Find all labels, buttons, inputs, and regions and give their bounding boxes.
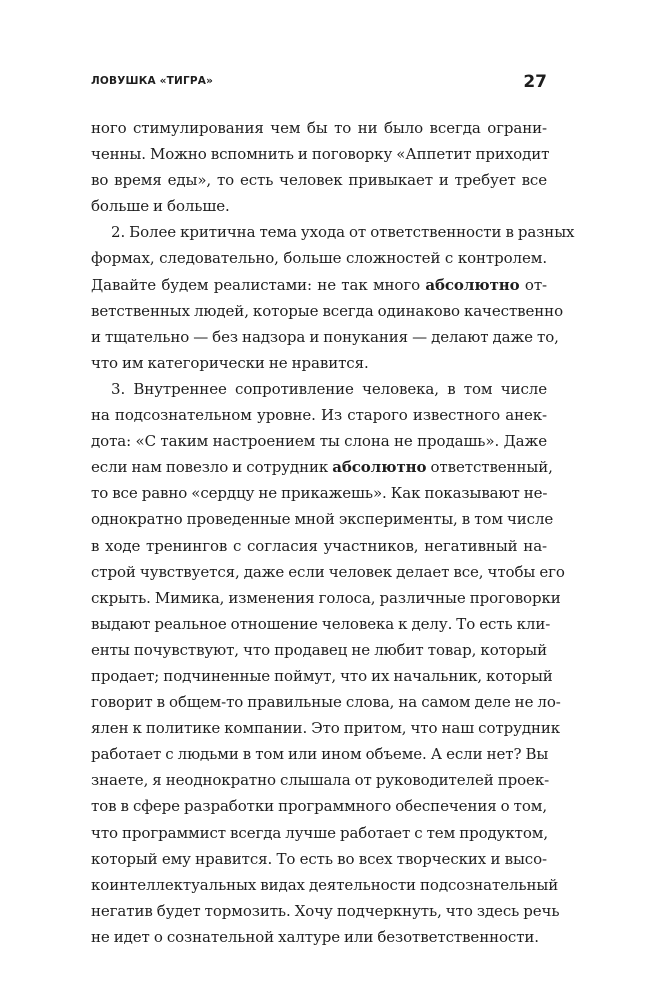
text-line bbox=[91, 324, 559, 350]
running-header bbox=[91, 72, 547, 94]
running-title: ЛОВУШКА «ТИГРА» bbox=[91, 75, 214, 87]
emphasized-word: абсолютно bbox=[332, 458, 427, 477]
text-line bbox=[91, 402, 547, 428]
text-line-content: Давайте будем реалистами: не так много bbox=[91, 275, 426, 294]
text-line bbox=[91, 846, 547, 872]
text-line bbox=[91, 219, 575, 245]
text-line bbox=[91, 376, 547, 402]
text-line-content: дота: «С таким настроением ты слона не продашь». Даже bbox=[91, 432, 547, 451]
text-line bbox=[91, 141, 550, 167]
text-line-content: енты почувствуют, что продавец не любит товар, который bbox=[91, 640, 547, 659]
text-line bbox=[91, 350, 547, 376]
text-line bbox=[91, 663, 553, 689]
text-line-content: и тщательно — без надзора и понукания — делают даже то, bbox=[91, 327, 559, 346]
text-line-content: говорит в общем-то правильные слова, на самом деле не ло- bbox=[91, 693, 561, 712]
text-line bbox=[91, 715, 561, 741]
body-text bbox=[91, 115, 575, 950]
text-line bbox=[91, 741, 547, 767]
text-line bbox=[91, 637, 547, 663]
text-line-continuation: ответственный, bbox=[426, 458, 553, 477]
text-line bbox=[91, 898, 560, 924]
text-line bbox=[91, 298, 563, 324]
text-line-content: выдают реальное отношение человека к делу. То есть кли- bbox=[91, 614, 551, 633]
text-line-content: ного стимулирования чем бы то ни было всегда ограни- bbox=[91, 119, 547, 137]
text-line bbox=[91, 428, 547, 454]
text-line bbox=[91, 480, 547, 506]
text-line-content: скрыть. Мимика, изменения голоса, различные проговорки bbox=[91, 588, 561, 607]
text-line bbox=[91, 272, 547, 298]
text-line-content: ченны. Можно вспомнить и поговорку «Аппетит приходит bbox=[91, 145, 550, 164]
text-line-content: если нам повезло и сотрудник bbox=[91, 458, 333, 477]
text-line-content: тов в сфере разработки программного обеспечения о том, bbox=[91, 797, 548, 816]
text-line-content: знаете, я неоднократно слышала от руководителей проек- bbox=[91, 771, 550, 790]
text-line-content: негатив будет тормозить. Хочу подчеркнуть, что здесь речь bbox=[91, 901, 560, 920]
text-line-content: что им категорически не нравится. bbox=[91, 353, 369, 372]
text-line bbox=[91, 689, 561, 715]
text-line-content: ветственных людей, которые всегда одинаково качественно bbox=[91, 301, 563, 320]
text-line-content: не идет о сознательной халтуре или безответственности. bbox=[91, 927, 539, 946]
text-line bbox=[91, 793, 547, 819]
text-line bbox=[91, 559, 565, 585]
text-line-content: ялен к политике компании. Это притом, что наш сотрудник bbox=[91, 719, 561, 738]
text-line bbox=[91, 115, 547, 141]
text-line-content: формах, следовательно, больше сложностей с контролем. bbox=[91, 249, 547, 268]
text-line-content: работает с людьми в том или ином объеме. А если нет? Вы bbox=[91, 745, 549, 764]
text-line-content: продает; подчиненные поймут, что их начальник, который bbox=[91, 666, 553, 685]
text-line-continuation: от- bbox=[519, 275, 547, 294]
page-number: 27 bbox=[523, 72, 547, 92]
text-line-content: больше и больше. bbox=[91, 197, 230, 216]
text-line-content: 2. Более критична тема ухода от ответственности в разных bbox=[111, 223, 575, 242]
text-line-content: в ходе тренингов с согласия участников, негативный на- bbox=[91, 536, 547, 555]
text-line-content: 3. Внутреннее сопротивление человека, в том числе bbox=[111, 379, 547, 398]
text-line bbox=[91, 820, 547, 846]
text-line bbox=[91, 245, 547, 271]
text-line bbox=[91, 872, 559, 898]
text-line bbox=[91, 533, 547, 559]
text-line-content: на подсознательном уровне. Из старого известного анек- bbox=[91, 406, 547, 425]
text-line-content: что программист всегда лучше работает с тем продуктом, bbox=[91, 823, 549, 842]
text-line bbox=[91, 506, 554, 532]
text-line bbox=[91, 924, 547, 950]
text-line bbox=[91, 193, 547, 219]
text-line-content: однократно проведенные мной эксперименты, в том числе bbox=[91, 510, 554, 529]
text-line-content: коинтеллектуальных видах деятельности подсознательный bbox=[91, 875, 559, 894]
text-line bbox=[91, 611, 551, 637]
text-line bbox=[91, 454, 553, 480]
text-line-content: строй чувствуется, даже если человек делает все, чтобы его bbox=[91, 562, 565, 581]
emphasized-word: абсолютно bbox=[425, 275, 520, 294]
text-line bbox=[91, 167, 547, 193]
text-line-content: который ему нравится. То есть во всех творческих и высо- bbox=[91, 849, 547, 868]
text-line bbox=[91, 585, 561, 611]
text-line bbox=[91, 767, 550, 793]
text-line-content: во время еды», то есть человек привыкает и требует все bbox=[91, 171, 547, 190]
text-line-content: то все равно «сердцу не прикажешь». Как показывают не- bbox=[91, 484, 548, 503]
